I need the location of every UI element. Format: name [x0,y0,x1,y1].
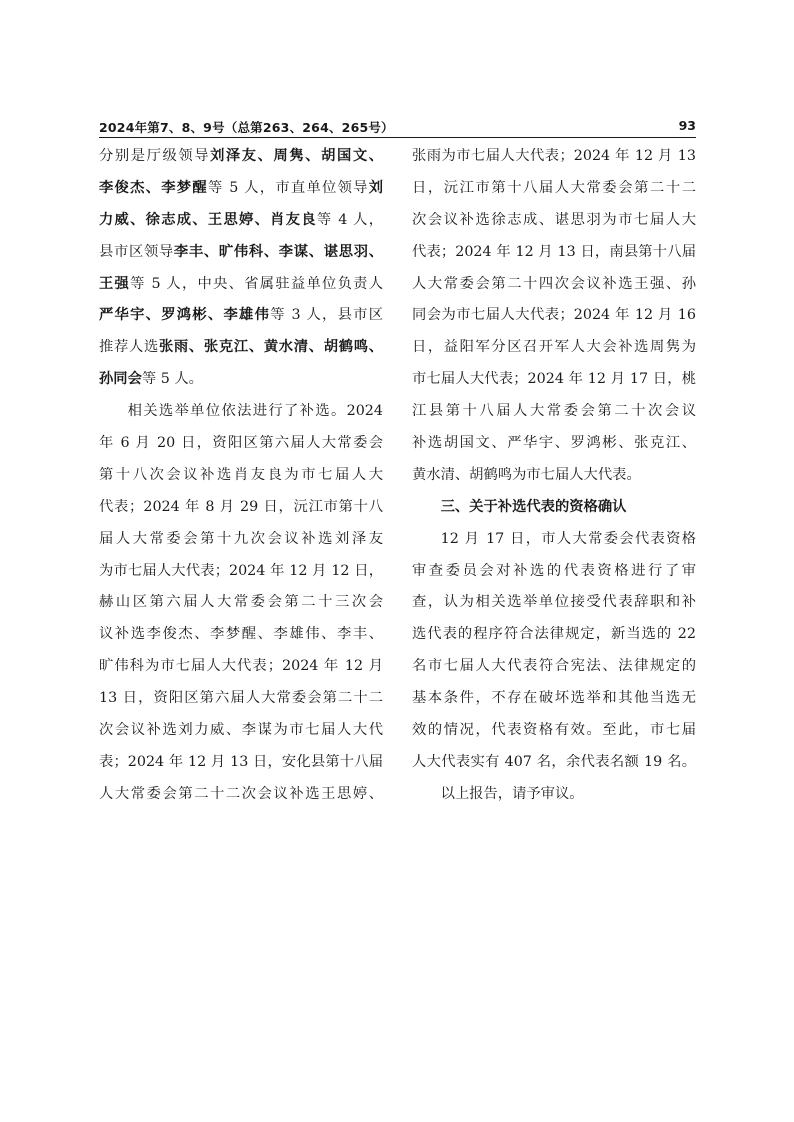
bold-text: 王强 [99,275,131,292]
text-line [412,556,696,588]
text-run: 市七届人大代表；2024 年 12 月 17 日，桃 [412,371,696,388]
text-run: 12 月 17 日，市人大常委会代表资格 [440,530,696,547]
text-run: 代表；2024 年 8 月 29 日，沅江市第十八 [99,498,383,515]
text-line [99,460,383,492]
text-line [99,747,383,779]
issue-label: 2024年第7、8、9号（总第263、264、265号） [99,120,394,135]
text-line [412,747,696,779]
bold-text: 李俊杰、李梦醒 [99,179,208,196]
text-run: 等 5 人，中央、省属驻益单位负责人 [130,275,383,292]
text-line [412,205,696,237]
text-line [412,619,696,651]
text-line [99,556,383,588]
text-run: 基本条件，不存在破坏选举和其他当选无 [412,690,696,707]
text-line [412,396,696,428]
text-line [99,492,383,524]
text-line [412,332,696,364]
text-run: 为市七届人大代表；2024 年 12 月 12 日， [99,562,383,579]
text-line [99,715,383,747]
page-number: 93 [678,118,696,133]
text-line [412,715,696,747]
text-line [99,141,383,173]
text-run: 人大常委会第二十二次会议补选王思婷、 [99,785,383,802]
text-run: 效的情况，代表资格有效。至此，市七届 [412,722,696,739]
text-run: 表；2024 年 12 月 13 日，安化县第十八届 [99,753,383,770]
text-run: 议补选李俊杰、李梦醒、李雄伟、李丰、 [99,626,383,643]
text-run: 旷伟科为市七届人大代表；2024 年 12 月 [99,658,383,675]
bold-text: 孙同会 [99,371,142,388]
header-divider [99,137,696,138]
text-line [99,683,383,715]
bold-text: 刘 [368,179,383,196]
text-line [99,428,383,460]
text-run: 同会为市七届人大代表；2024 年 12 月 16 [412,307,696,324]
text-line [412,428,696,460]
text-run: 第十八次会议补选肖友良为市七届人大 [99,466,383,483]
text-line [99,619,383,651]
text-run: 选代表的程序符合法律规定，新当选的 22 [412,626,696,643]
text-line [99,269,383,301]
page-header [99,118,696,136]
text-line [99,364,383,396]
text-line [412,651,696,683]
text-line [412,779,696,811]
text-run: 以上报告，请予审议。 [440,785,584,802]
left-column [99,141,383,811]
text-line [99,332,383,364]
text-run: 日，沅江市第十八届人大常委会第二十二 [412,179,696,196]
text-line [412,300,696,332]
text-line [412,141,696,173]
text-line [412,683,696,715]
text-run: 次会议补选刘力威、李谋为市七届人大代 [99,722,383,739]
text-line [99,300,383,332]
text-run: 年 6 月 20 日，资阳区第六届人大常委会 [99,435,383,452]
bold-text: 严华宇、罗鸿彬、李雄伟 [99,307,271,324]
text-line [99,173,383,205]
text-line [99,396,383,428]
text-run: 等 5 人，市直单位领导 [207,179,369,196]
text-run: 江县第十八届人大常委会第二十次会议 [412,403,696,420]
text-run: 届人大常委会第十九次会议补选刘泽友 [99,530,383,547]
text-run: 张雨为市七届人大代表；2024 年 12 月 13 [412,148,696,164]
text-line [412,173,696,205]
text-run: 次会议补选徐志成、谌思羽为市七届人大 [412,211,696,228]
section-heading [412,492,696,524]
text-line [99,237,383,269]
bold-text: 三、关于补选代表的资格确认 [440,498,627,515]
bold-text: 刘泽友、周隽、胡国文、 [210,148,383,164]
text-line [412,587,696,619]
text-line [412,524,696,556]
text-line [412,460,696,492]
text-line [412,237,696,269]
text-run: 等 4 人， [316,211,383,228]
text-line [99,651,383,683]
text-run: 等 3 人，县市区 [270,307,383,324]
text-run: 县市区领导 [99,243,174,260]
text-run: 查，认为相关选举单位接受代表辞职和补 [412,594,696,611]
bold-text: 张雨、张克江、黄水清、胡鹤鸣、 [158,339,383,356]
text-line [99,524,383,556]
text-line [99,779,383,811]
text-run: 相关选举单位依法进行了补选。2024 [127,403,383,420]
text-line [412,364,696,396]
text-run: 代表；2024 年 12 月 13 日，南县第十八届 [412,243,696,260]
text-run: 推荐人选 [99,339,159,356]
text-run: 等 5 人。 [141,371,203,388]
text-run: 补选胡国文、严华宇、罗鸿彬、张克江、 [412,435,696,452]
right-column [412,141,696,811]
text-run: 审查委员会对补选的代表资格进行了审 [412,562,696,579]
text-line [99,587,383,619]
text-run: 日，益阳军分区召开军人大会补选周隽为 [412,339,696,356]
text-run: 人大常委会第二十四次会议补选王强、孙 [412,275,696,292]
text-run: 人大代表实有 407 名，余代表名额 19 名。 [412,753,696,770]
text-line [99,205,383,237]
text-run: 赫山区第六届人大常委会第二十三次会 [99,594,383,611]
bold-text: 李丰、旷伟科、李谋、谌思羽、 [173,243,383,260]
text-run: 分别是厅级领导 [99,148,211,164]
text-run: 13 日，资阳区第六届人大常委会第二十二 [99,690,383,707]
text-line [412,269,696,301]
text-run: 名市七届人大代表符合宪法、法律规定的 [412,658,696,675]
text-run: 黄水清、胡鹤鸣为市七届人大代表。 [412,466,641,483]
bold-text: 力威、徐志成、王思婷、肖友良 [99,211,317,228]
